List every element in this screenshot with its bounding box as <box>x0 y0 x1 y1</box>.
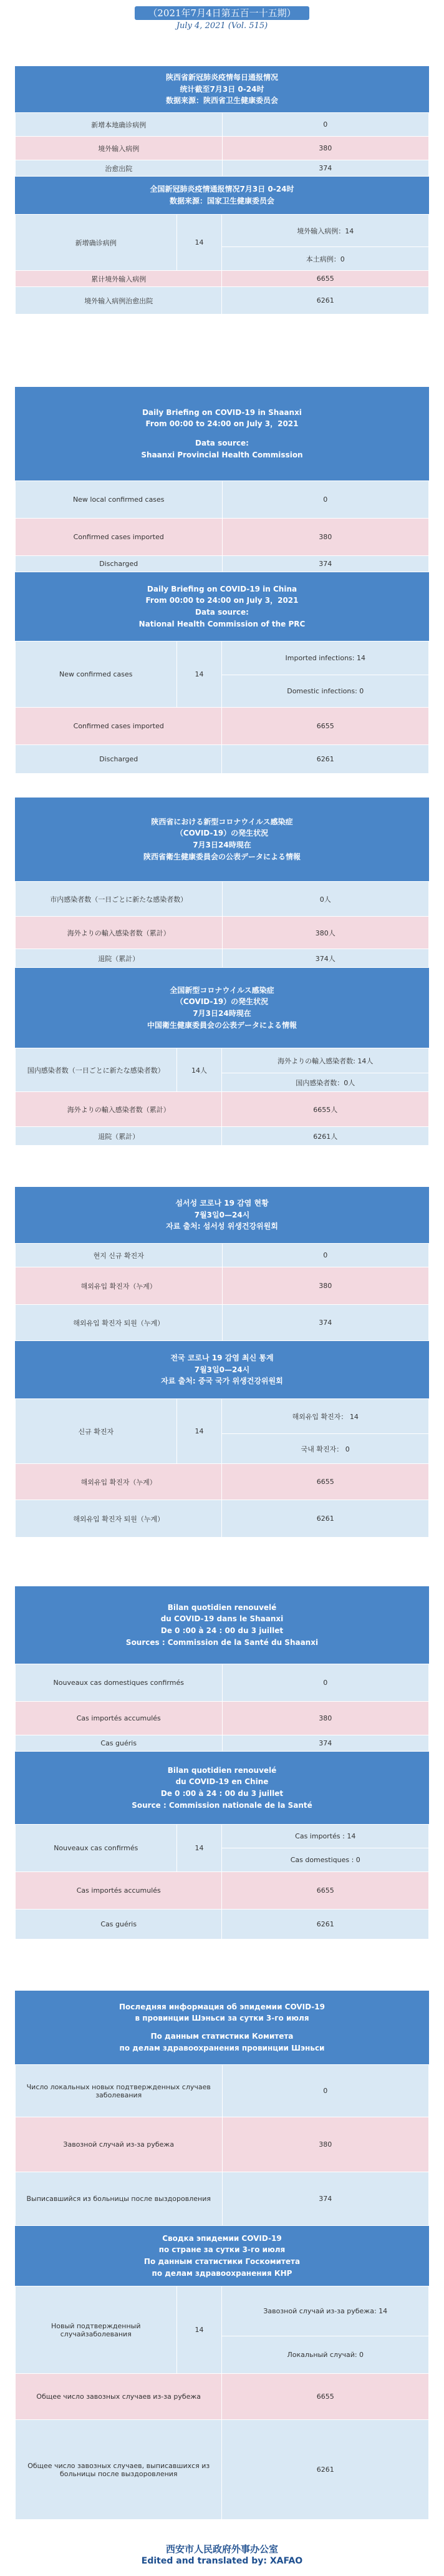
table-row <box>16 2420 429 2520</box>
issue-date-cn: （2021年7月4日第五百一十五期） <box>135 6 309 20</box>
ru-china-source-label: По данным статистики Госкомитета <box>143 2257 301 2266</box>
kr-imported-value: 380 <box>222 1267 429 1305</box>
kr-china-header <box>15 1341 429 1398</box>
en-new-confirmed-label: New confirmed cases <box>16 642 177 708</box>
cn-cumulative-imported-label: 累计境外输入病例 <box>16 271 222 287</box>
jp-local-new: 国内感染者数：0人 <box>222 1073 429 1092</box>
footer-org: 西安市人民政府外事办公室 <box>165 2544 278 2555</box>
jp-shaanxi-table <box>15 881 429 968</box>
cn-local-new-label: 新增本地确诊病例 <box>16 113 223 137</box>
kr-cumulative-discharged-label: 해외유입 확진자 퇴원（누계） <box>16 1500 222 1538</box>
fr-local-new-value: 0 <box>222 1664 429 1702</box>
ru-imported-label: Завозной случай из-за рубежа <box>16 2117 223 2172</box>
table-row <box>16 137 429 160</box>
kr-imported-label: 해외유입 확진자（누계） <box>16 1267 223 1305</box>
fr-discharged-value: 374 <box>222 1735 429 1752</box>
fr-local-new: Cas domestiques : 0 <box>222 1848 429 1872</box>
ru-new-confirmed-label: Новый подтвержденный случайзаболевания <box>16 2286 177 2374</box>
table-row <box>16 1244 429 1267</box>
en-discharged-label: Discharged <box>16 556 223 572</box>
table-row <box>16 271 429 287</box>
ru-local-new-value: 0 <box>222 2065 429 2117</box>
jp-shaanxi-subtitle: （COVID-19）の発生状況 <box>175 829 269 838</box>
en-cumulative-imported-value: 6655 <box>222 708 429 745</box>
en-china-source-label: Data source: <box>195 608 249 617</box>
kr-shaanxi-source: 자료 출처: 섬서성 위생건강위원회 <box>166 1222 278 1231</box>
table-row <box>16 556 429 572</box>
en-discharged-value: 374 <box>222 556 429 572</box>
cn-new-confirmed-value: 14 <box>176 215 222 271</box>
table-row <box>16 949 429 968</box>
jp-cumulative-imported-label: 海外よりの輸入感染者数（累計） <box>16 1092 222 1127</box>
kr-discharged-label: 해외유입 확진자 퇴원（누계） <box>16 1305 223 1341</box>
ru-local-new: Локальный случай: 0 <box>222 2336 429 2374</box>
en-shaanxi-header <box>15 387 429 481</box>
jp-shaanxi-source: 陝西省衛生健康委員会の公表データによる情報 <box>143 852 301 861</box>
ru-cumulative-discharged-value: 6261 <box>222 2420 429 2520</box>
jp-new-confirmed-label: 国内感染者数（一日ごとに新たな感染者数） <box>16 1048 177 1092</box>
kr-china-source: 자료 출처: 중국 국가 위생건강위원회 <box>161 1377 283 1386</box>
fr-china-subtitle: du COVID-19 en Chine <box>175 1777 269 1787</box>
table-row <box>16 1464 429 1500</box>
jp-china-subtitle: （COVID-19）の発生状況 <box>175 997 269 1007</box>
fr-local-new-label: Nouveaux cas domestiques confirmés <box>16 1664 223 1702</box>
kr-local-new-label: 현지 신규 확진자 <box>16 1244 223 1267</box>
jp-cumulative-imported-value: 6655人 <box>222 1092 429 1127</box>
jp-imported-new: 海外よりの輸入感染者数: 14人 <box>222 1048 429 1073</box>
cn-new-confirmed-label: 新增确诊病例 <box>16 215 177 271</box>
ru-local-new-label: Число локальных новых подтвержденных случаев заболевания <box>16 2065 223 2117</box>
en-china-table <box>15 641 429 774</box>
en-shaanxi-source-label: Data source: <box>195 439 249 447</box>
table-row <box>16 1872 429 1910</box>
fr-shaanxi-header <box>15 1586 429 1664</box>
fr-imported-new: Cas importés : 14 <box>222 1825 429 1848</box>
fr-cumulative-discharged-label: Cas guéris <box>16 1910 222 1939</box>
ru-shaanxi-header <box>15 1991 429 2064</box>
kr-new-confirmed-label: 신규 확진자 <box>16 1399 177 1464</box>
table-row <box>16 1910 429 1939</box>
table-row <box>16 1702 429 1735</box>
jp-china-title: 全国新型コロナウイルス感染症 <box>170 985 274 995</box>
ru-cumulative-imported-label: Общее число завозных случаев из-за рубежа <box>16 2374 222 2420</box>
cn-shaanxi-table <box>15 112 429 177</box>
kr-cumulative-imported-value: 6655 <box>222 1464 429 1500</box>
table-row <box>16 917 429 949</box>
cn-shaanxi-header <box>15 66 429 112</box>
en-china-header <box>15 572 429 641</box>
en-china-source: National Health Commission of the PRC <box>138 619 306 628</box>
cn-china-title: 全国新冠肺炎疫情通报情况7月3日 0-24时 <box>150 185 294 194</box>
table-row <box>16 519 429 556</box>
table-row <box>16 882 429 917</box>
kr-china-period: 7월3일0—24시 <box>194 1365 250 1374</box>
jp-local-new-label: 市内感染者数（一日ごとに新たな感染者数） <box>16 882 223 917</box>
cn-shaanxi-period: 统计截至7月3日 0-24时 <box>180 84 264 94</box>
jp-discharged-value: 374人 <box>222 949 429 968</box>
ru-shaanxi-title: Последняя информация об эпидемии COVID-19 <box>119 2002 325 2011</box>
ru-shaanxi-period: в провинции Шэньси за сутки 3-го июля <box>135 2014 309 2023</box>
table-row <box>16 113 429 137</box>
en-local-new-label: New local confirmed cases <box>16 481 223 519</box>
cn-china-table <box>15 214 429 315</box>
jp-new-confirmed-value: 14人 <box>176 1048 222 1092</box>
table-row <box>16 2374 429 2420</box>
cn-discharged-label: 治愈出院 <box>16 160 223 177</box>
table-row <box>16 2117 429 2172</box>
cn-local-new-value: 0 <box>222 113 429 137</box>
fr-shaanxi-source: Sources : Commission de la Santé du Shaanxi <box>125 1637 319 1647</box>
table-row <box>16 1735 429 1752</box>
kr-shaanxi-table <box>15 1243 429 1341</box>
kr-cumulative-imported-label: 해외유입 확진자（누계） <box>16 1464 222 1500</box>
en-shaanxi-source: Shaanxi Provincial Health Commission <box>141 450 303 459</box>
jp-china-source: 中国衛生健康委員会の公表データによる情報 <box>147 1020 297 1030</box>
ru-imported-new: Завозной случай из-за рубежа: 14 <box>222 2286 429 2336</box>
cn-imported-value: 380 <box>222 137 429 160</box>
ru-cumulative-discharged-label: Общее число завозных случаев, выписавшихся из больницы после выздоровления <box>16 2420 222 2520</box>
en-shaanxi-period: From 00:00 to 24:00 on July 3，2021 <box>145 419 299 429</box>
jp-cumulative-discharged-label: 退院（累計） <box>16 1127 222 1146</box>
en-local-new-value: 0 <box>222 481 429 519</box>
cn-cumulative-discharged-label: 境外输入病例治愈出院 <box>16 287 222 315</box>
ru-china-title: Сводка эпидемии COVID-19 <box>162 2233 282 2243</box>
table-row <box>16 481 429 519</box>
fr-cumulative-discharged-value: 6261 <box>222 1910 429 1939</box>
ru-shaanxi-section <box>15 1991 429 2520</box>
cn-shaanxi-section <box>15 66 429 315</box>
issue-date-en: July 4, 2021 (Vol. 515) <box>176 21 268 31</box>
bulletin-page <box>0 6 444 2576</box>
table-row <box>16 1092 429 1127</box>
cn-imported-new: 境外输入病例：14 <box>222 215 429 247</box>
cn-shaanxi-source: 数据来源：陕西省卫生健康委员会 <box>165 96 278 105</box>
table-row <box>16 287 429 315</box>
en-new-confirmed-value: 14 <box>176 642 222 708</box>
fr-china-title: Bilan quotidien renouvelé <box>167 1765 277 1775</box>
table-row <box>16 1048 429 1073</box>
ru-new-confirmed-value: 14 <box>176 2286 222 2374</box>
en-shaanxi-table <box>15 481 429 572</box>
jp-shaanxi-header <box>15 798 429 881</box>
cn-imported-label: 境外输入病例 <box>16 137 223 160</box>
fr-china-table <box>15 1824 429 1939</box>
jp-shaanxi-period: 7月3日24時現在 <box>193 841 251 849</box>
jp-imported-value: 380人 <box>222 917 429 949</box>
ru-shaanxi-table <box>15 2064 429 2226</box>
fr-shaanxi-subtitle: du COVID-19 dans le Shaanxi <box>160 1614 284 1624</box>
cn-cumulative-imported-value: 6655 <box>222 271 429 287</box>
kr-local-new: 국내 확진자： 0 <box>222 1434 429 1464</box>
fr-discharged-label: Cas guéris <box>16 1735 223 1752</box>
footer-credit: Edited and translated by: XAFAO <box>141 2556 303 2566</box>
jp-imported-label: 海外よりの輸入感染者数（累計） <box>16 917 223 949</box>
fr-cumulative-imported-label: Cas importés accumulés <box>16 1872 222 1910</box>
cn-shaanxi-title: 陕西省新冠肺炎疫情每日通报情况 <box>165 73 278 82</box>
kr-china-title: 전국 코로나 19 감염 최신 통계 <box>170 1354 274 1363</box>
en-shaanxi-section <box>15 387 429 774</box>
fr-china-period: De 0 :00 à 24 : 00 du 3 juillet <box>160 1789 284 1798</box>
jp-china-table <box>15 1048 429 1146</box>
fr-china-source: Source : Commission nationale de la Santé <box>132 1800 312 1810</box>
ru-china-source: по делам здравоохранения КНР <box>152 2268 292 2278</box>
kr-new-confirmed-value: 14 <box>176 1399 222 1464</box>
table-row <box>16 1825 429 1848</box>
en-china-title: Daily Briefing on COVID-19 in China <box>147 584 297 593</box>
jp-shaanxi-title: 陝西省における新型コロナウイルス感染症 <box>151 817 293 826</box>
cn-cumulative-discharged-value: 6261 <box>222 287 429 315</box>
fr-imported-value: 380 <box>222 1702 429 1735</box>
table-row <box>16 2065 429 2117</box>
table-row <box>16 1305 429 1341</box>
en-cumulative-discharged-value: 6261 <box>222 745 429 774</box>
cn-local-new: 本土病例：0 <box>222 247 429 271</box>
fr-imported-label: Cas importés accumulés <box>16 1702 223 1735</box>
jp-china-header <box>15 968 429 1048</box>
fr-shaanxi-title: Bilan quotidien renouvelé <box>167 1603 277 1612</box>
table-row <box>16 160 429 177</box>
ru-shaanxi-source-label: По данным статистики Комитета <box>150 2032 294 2041</box>
jp-local-new-value: 0人 <box>222 882 429 917</box>
table-row <box>16 1399 429 1434</box>
table-row <box>16 1267 429 1305</box>
kr-china-table <box>15 1398 429 1538</box>
en-cumulative-imported-label: Confirmed cases imported <box>16 708 222 745</box>
table-row <box>16 642 429 675</box>
fr-new-confirmed-value: 14 <box>176 1825 222 1872</box>
kr-shaanxi-header <box>15 1187 429 1243</box>
kr-cumulative-discharged-value: 6261 <box>222 1500 429 1538</box>
kr-shaanxi-period: 7월3일0—24시 <box>194 1210 250 1219</box>
fr-new-confirmed-label: Nouveaux cas confirmés <box>16 1825 177 1872</box>
fr-shaanxi-table <box>15 1664 429 1752</box>
en-imported-new: Imported infections: 14 <box>222 642 429 675</box>
en-imported-label: Confirmed cases imported <box>16 519 223 556</box>
jp-china-period: 7月3日24時現在 <box>193 1009 251 1018</box>
kr-discharged-value: 374 <box>222 1305 429 1341</box>
en-imported-value: 380 <box>222 519 429 556</box>
ru-imported-value: 380 <box>222 2117 429 2172</box>
table-row <box>16 2172 429 2226</box>
ru-discharged-label: Выписавшийся из больницы после выздоровления <box>16 2172 223 2226</box>
table-row <box>16 2286 429 2336</box>
kr-local-new-value: 0 <box>222 1244 429 1267</box>
table-row <box>16 1127 429 1146</box>
en-local-new: Domestic infections: 0 <box>222 675 429 708</box>
fr-cumulative-imported-value: 6655 <box>222 1872 429 1910</box>
en-cumulative-discharged-label: Discharged <box>16 745 222 774</box>
ru-china-period: по стране за сутки 3-го июля <box>158 2245 286 2255</box>
en-china-period: From 00:00 to 24:00 on July 3，2021 <box>145 596 299 605</box>
ru-china-table <box>15 2286 429 2520</box>
kr-shaanxi-title: 섬서성 코로나 19 감염 현황 <box>175 1199 269 1208</box>
ru-discharged-value: 374 <box>222 2172 429 2226</box>
ru-china-header <box>15 2226 429 2286</box>
cn-china-source: 数据来源：国家卫生健康委员会 <box>169 197 274 205</box>
table-row <box>16 1500 429 1538</box>
jp-cumulative-discharged-value: 6261人 <box>222 1127 429 1146</box>
ru-shaanxi-source: по делам здравоохранения провинции Шэньси <box>119 2043 325 2052</box>
kr-imported-new: 해외유입 확진자： 14 <box>222 1399 429 1434</box>
ru-cumulative-imported-value: 6655 <box>222 2374 429 2420</box>
kr-shaanxi-section <box>15 1187 429 1538</box>
jp-shaanxi-section <box>15 798 429 1146</box>
cn-discharged-value: 374 <box>222 160 429 177</box>
table-row <box>16 215 429 247</box>
fr-shaanxi-section <box>15 1586 429 1939</box>
fr-shaanxi-period: De 0 :00 à 24 : 00 du 3 juillet <box>160 1626 284 1635</box>
cn-china-header <box>15 177 429 214</box>
jp-discharged-label: 退院（累計） <box>16 949 223 968</box>
fr-china-header <box>15 1752 429 1824</box>
table-row <box>16 708 429 745</box>
en-shaanxi-title: Daily Briefing on COVID-19 in Shaanxi <box>142 407 302 417</box>
table-row <box>16 745 429 774</box>
table-row <box>16 1664 429 1702</box>
